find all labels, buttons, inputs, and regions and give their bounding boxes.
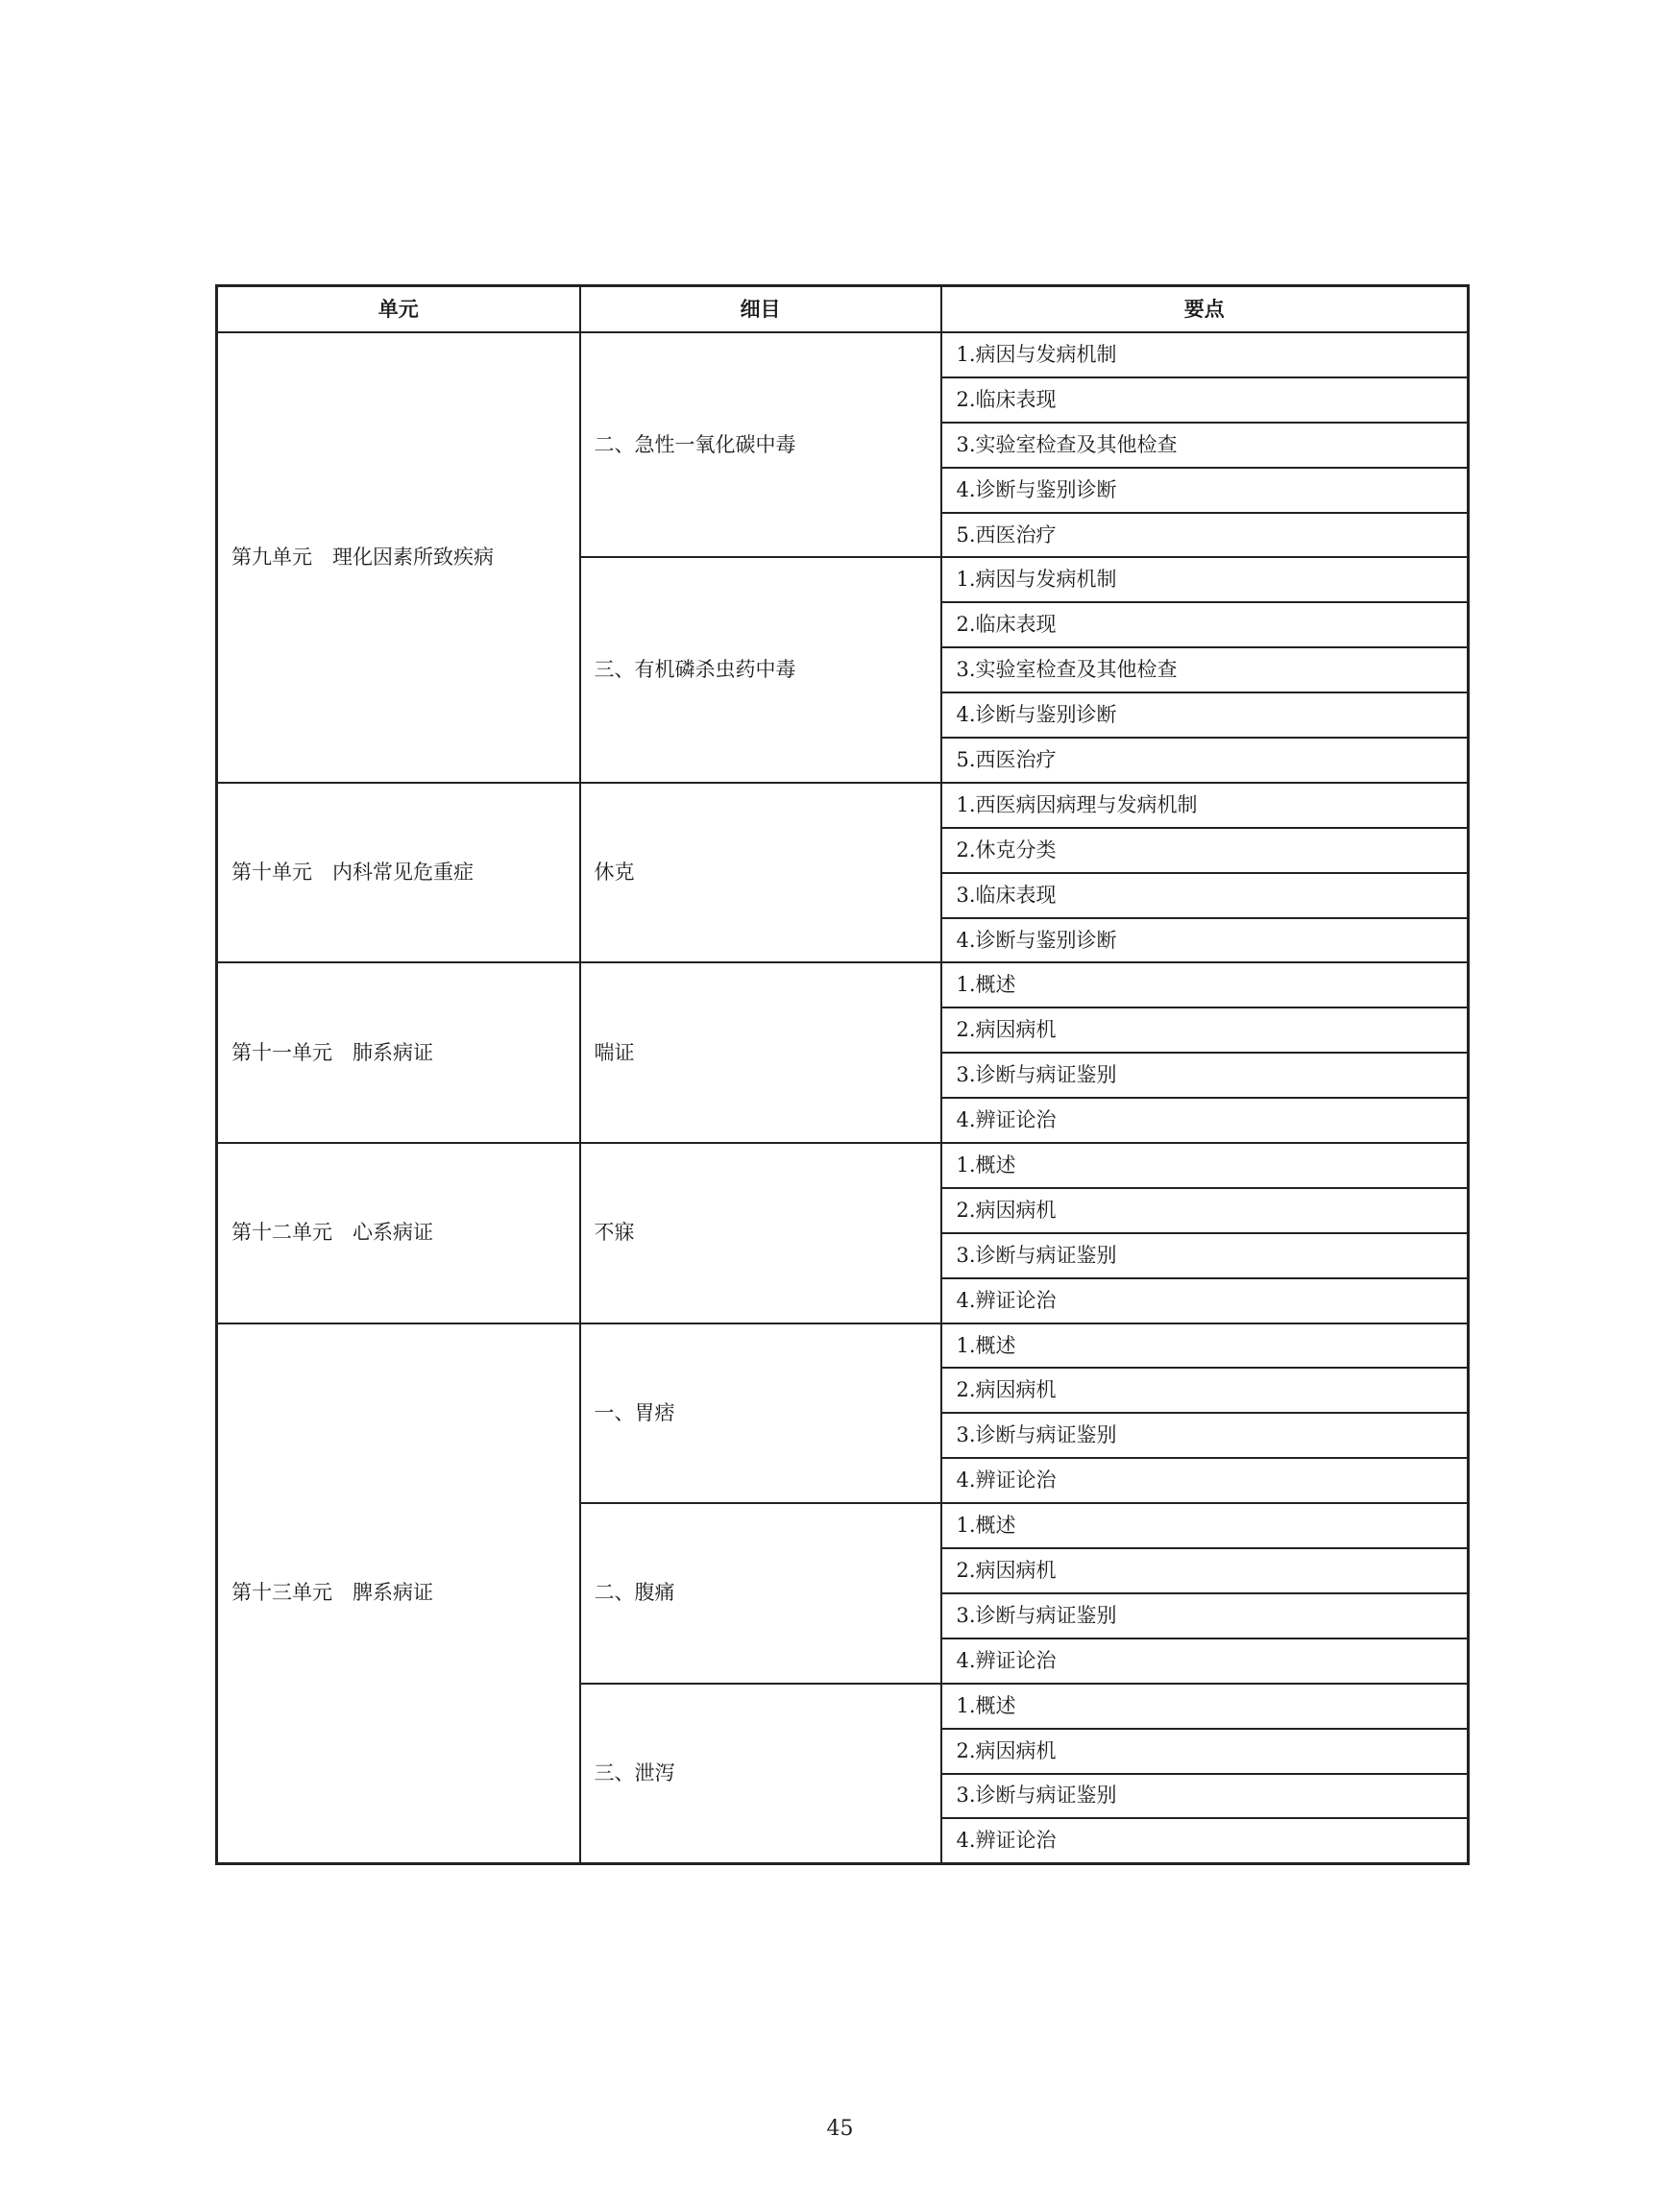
point-cell: 3.诊断与病证鉴别 <box>941 1593 1469 1639</box>
point-cell: 3.诊断与病证鉴别 <box>941 1774 1469 1819</box>
point-cell: 2.病因病机 <box>941 1729 1469 1774</box>
point-cell: 2.病因病机 <box>941 1188 1469 1233</box>
header-item: 细目 <box>580 286 941 333</box>
point-cell: 4.诊断与鉴别诊断 <box>941 468 1469 513</box>
header-points: 要点 <box>941 286 1469 333</box>
header-row <box>217 286 1469 333</box>
point-cell: 1.概述 <box>941 1143 1469 1188</box>
point-cell: 3.诊断与病证鉴别 <box>941 1233 1469 1278</box>
item-cell: 不寐 <box>580 1143 941 1323</box>
item-cell: 二、腹痛 <box>580 1503 941 1684</box>
point-cell: 4.诊断与鉴别诊断 <box>941 918 1469 963</box>
point-cell: 4.辨证论治 <box>941 1818 1469 1863</box>
table-row <box>217 332 1469 377</box>
unit-cell: 第九单元 理化因素所致疾病 <box>217 332 580 783</box>
point-cell: 3.临床表现 <box>941 873 1469 918</box>
point-cell: 2.临床表现 <box>941 602 1469 647</box>
point-cell: 3.实验室检查及其他检查 <box>941 423 1469 468</box>
table-row <box>217 1323 1469 1369</box>
table-row <box>217 1143 1469 1188</box>
table-body <box>217 332 1469 1864</box>
point-cell: 4.辨证论治 <box>941 1278 1469 1323</box>
point-cell: 4.诊断与鉴别诊断 <box>941 692 1469 738</box>
point-cell: 1.概述 <box>941 962 1469 1007</box>
point-cell: 3.实验室检查及其他检查 <box>941 647 1469 692</box>
point-cell: 2.病因病机 <box>941 1548 1469 1593</box>
unit-cell: 第十三单元 脾系病证 <box>217 1323 580 1864</box>
point-cell: 4.辨证论治 <box>941 1458 1469 1503</box>
page-number: 45 <box>826 2117 854 2141</box>
item-cell: 三、泄泻 <box>580 1684 941 1864</box>
unit-cell: 第十单元 内科常见危重症 <box>217 783 580 963</box>
point-cell: 2.病因病机 <box>941 1368 1469 1413</box>
point-cell: 4.辨证论治 <box>941 1098 1469 1143</box>
unit-cell: 第十二单元 心系病证 <box>217 1143 580 1323</box>
point-cell: 3.诊断与病证鉴别 <box>941 1053 1469 1098</box>
item-cell: 三、有机磷杀虫药中毒 <box>580 557 941 782</box>
header-unit: 单元 <box>217 286 580 333</box>
point-cell: 5.西医治疗 <box>941 738 1469 783</box>
point-cell: 1.概述 <box>941 1323 1469 1369</box>
item-cell: 二、急性一氧化碳中毒 <box>580 332 941 557</box>
point-cell: 1.概述 <box>941 1684 1469 1729</box>
table-row <box>217 962 1469 1007</box>
item-cell: 休克 <box>580 783 941 963</box>
point-cell: 5.西医治疗 <box>941 513 1469 558</box>
unit-cell: 第十一单元 肺系病证 <box>217 962 580 1143</box>
point-cell: 2.休克分类 <box>941 828 1469 873</box>
syllabus-table <box>215 284 1470 1865</box>
point-cell: 2.临床表现 <box>941 377 1469 423</box>
point-cell: 3.诊断与病证鉴别 <box>941 1413 1469 1458</box>
point-cell: 1.西医病因病理与发病机制 <box>941 783 1469 828</box>
point-cell: 1.病因与发病机制 <box>941 332 1469 377</box>
point-cell: 4.辨证论治 <box>941 1639 1469 1684</box>
point-cell: 2.病因病机 <box>941 1007 1469 1053</box>
table-row <box>217 783 1469 828</box>
item-cell: 一、胃痞 <box>580 1323 941 1504</box>
point-cell: 1.概述 <box>941 1503 1469 1548</box>
point-cell: 1.病因与发病机制 <box>941 557 1469 602</box>
item-cell: 喘证 <box>580 962 941 1143</box>
